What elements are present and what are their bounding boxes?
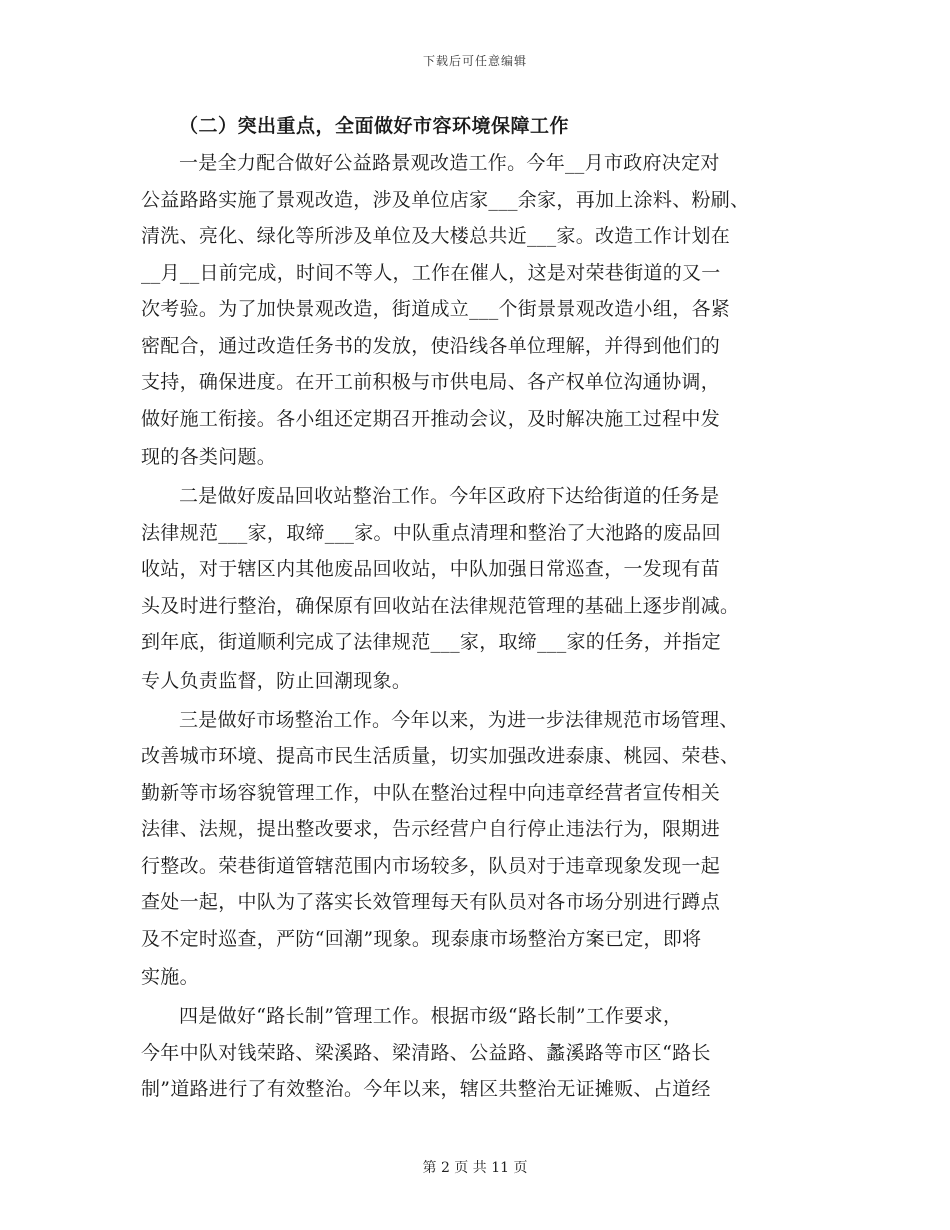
paragraph-line: 实施。 bbox=[141, 966, 199, 988]
paragraph-line: 到年底，街道顺利完成了法律规范___家，取缔___家的任务，并指定 bbox=[141, 631, 721, 653]
page-number-footer: 第 2 页 共 11 页 bbox=[422, 1160, 528, 1176]
paragraph-line: 公益路路实施了景观改造，涉及单位店家___余家，再加上涂料、粉刷、 bbox=[141, 188, 750, 211]
paragraph-line: 支持，确保进度。在开工前积极与市供电局、各产权单位沟通协调， bbox=[141, 371, 721, 393]
paragraph-line: 二是做好废品回收站整治工作。今年区政府下达给街道的任务是 bbox=[179, 485, 720, 507]
section-heading: （二）突出重点，全面做好市容环境保障工作 bbox=[179, 115, 570, 137]
paragraph-line: 行整改。荣巷街道管辖范围内市场较多，队员对于违章现象发现一起 bbox=[141, 854, 721, 877]
paragraph-line: 查处一起，中队为了落实长效管理每天有队员对各市场分别进行蹲点 bbox=[141, 891, 721, 913]
paragraph-4 bbox=[141, 998, 813, 1108]
paragraph-line: 制”道路进行了有效整治。今年以来，辖区共整治无证摊贩、占道经 bbox=[141, 1078, 711, 1100]
paragraph-line: 及不定时巡查，严防“回潮”现象。现泰康市场整治方案已定，即将 bbox=[141, 927, 702, 950]
paragraph-3 bbox=[141, 702, 813, 999]
document-body bbox=[141, 108, 813, 1108]
header-note: 下载后可任意编辑 bbox=[422, 54, 527, 68]
paragraph-line: 改善城市环境、提高市民生活质量，切实加强改进泰康、桃园、荣巷、 bbox=[141, 745, 740, 767]
paragraph-line: 现的各类问题。 bbox=[141, 446, 277, 468]
paragraph-line: 专人负责监督，防止回潮现象。 bbox=[141, 669, 412, 692]
paragraph-1 bbox=[141, 145, 813, 478]
paragraph-line: 密配合，通过改造任务书的发放，使沿线各单位理解，并得到他们的 bbox=[141, 334, 721, 357]
paragraph-line: 头及时进行整治，确保原有回收站在法律规范管理的基础上逐步削减。 bbox=[141, 594, 740, 617]
paragraph-line: __月__日前完成，时间不等人，工作在催人，这是对荣巷街道的又一 bbox=[141, 261, 721, 284]
paragraph-line: 今年中队对钱荣路、梁溪路、梁清路、公益路、蠡溪路等市区“路长 bbox=[141, 1041, 711, 1064]
paragraph-2 bbox=[141, 478, 813, 702]
paragraph-line: 法律规范___家，取缔___家。中队重点清理和整治了大池路的废品回 bbox=[141, 521, 721, 544]
paragraph-line: 勤新等市场容貌管理工作，中队在整治过程中向违章经营者宣传相关 bbox=[141, 781, 721, 804]
paragraph-line: 清洗、亮化、绿化等所涉及单位及大楼总共近___家。改造工作计划在 bbox=[141, 225, 731, 247]
paragraph-line: 法律、法规，提出整改要求，告示经营户自行停止违法行为，限期进 bbox=[141, 818, 721, 840]
paragraph-line: 收站，对于辖区内其他废品回收站，中队加强日常巡查，一发现有苗 bbox=[141, 558, 721, 580]
paragraph-line: 一是全力配合做好公益路景观改造工作。今年__月市政府决定对 bbox=[179, 152, 720, 174]
paragraph-line: 四是做好“路长制”管理工作。根据市级“路长制”工作要求， bbox=[179, 1005, 683, 1027]
paragraph-line: 做好施工衔接。各小组还定期召开推动会议，及时解决施工过程中发 bbox=[141, 407, 721, 430]
paragraph-line: 三是做好市场整治工作。今年以来，为进一步法律规范市场管理、 bbox=[179, 708, 739, 731]
paragraph-line: 次考验。为了加快景观改造，街道成立___个街景景观改造小组，各紧 bbox=[141, 298, 731, 320]
